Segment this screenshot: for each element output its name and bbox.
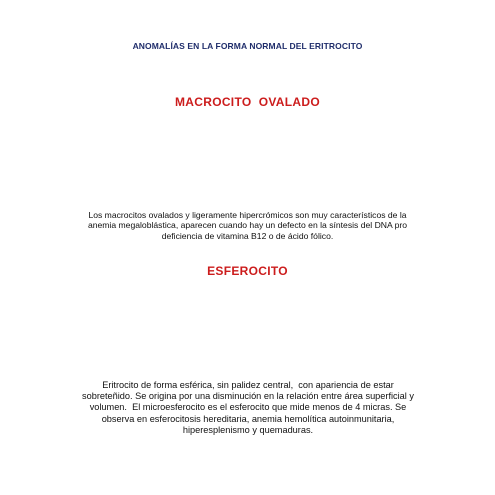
section-paragraph-macrocito-ovalado bbox=[70, 210, 425, 241]
paragraph-line: observa en esferocitosis hereditaria, anemia hemolítica autoinmunitaria, bbox=[101, 413, 395, 424]
paragraph-line: hiperesplenismo y quemaduras. bbox=[182, 424, 314, 435]
paragraph-line: Los macrocitos ovalados y ligeramente hipercrómicos son muy característicos de la bbox=[88, 210, 407, 220]
paragraph-line: volumen. El microesferocito es el esferocito que mide menos de 4 micras. Se bbox=[89, 402, 407, 413]
section-heading-macrocito-ovalado: MACROCITO OVALADO bbox=[175, 95, 320, 109]
section-paragraph-esferocito bbox=[78, 380, 418, 436]
paragraph-line: Eritrocito de forma esférica, sin palidez central, con apariencia de estar bbox=[102, 380, 394, 390]
document-title: ANOMALÍAS EN LA FORMA NORMAL DEL ERITROCITO bbox=[132, 41, 363, 51]
paragraph-line: anemia megaloblástica, aparecen cuando hay un defecto en la síntesis del DNA pro bbox=[87, 220, 408, 231]
paragraph-line: sobreteñido. Se origina por una disminución en la relación entre área superficial y bbox=[82, 391, 414, 402]
paragraph-line: deficiencia de vitamina B12 o de ácido fólico. bbox=[161, 230, 334, 241]
section-heading-esferocito: ESFEROCITO bbox=[207, 264, 288, 278]
